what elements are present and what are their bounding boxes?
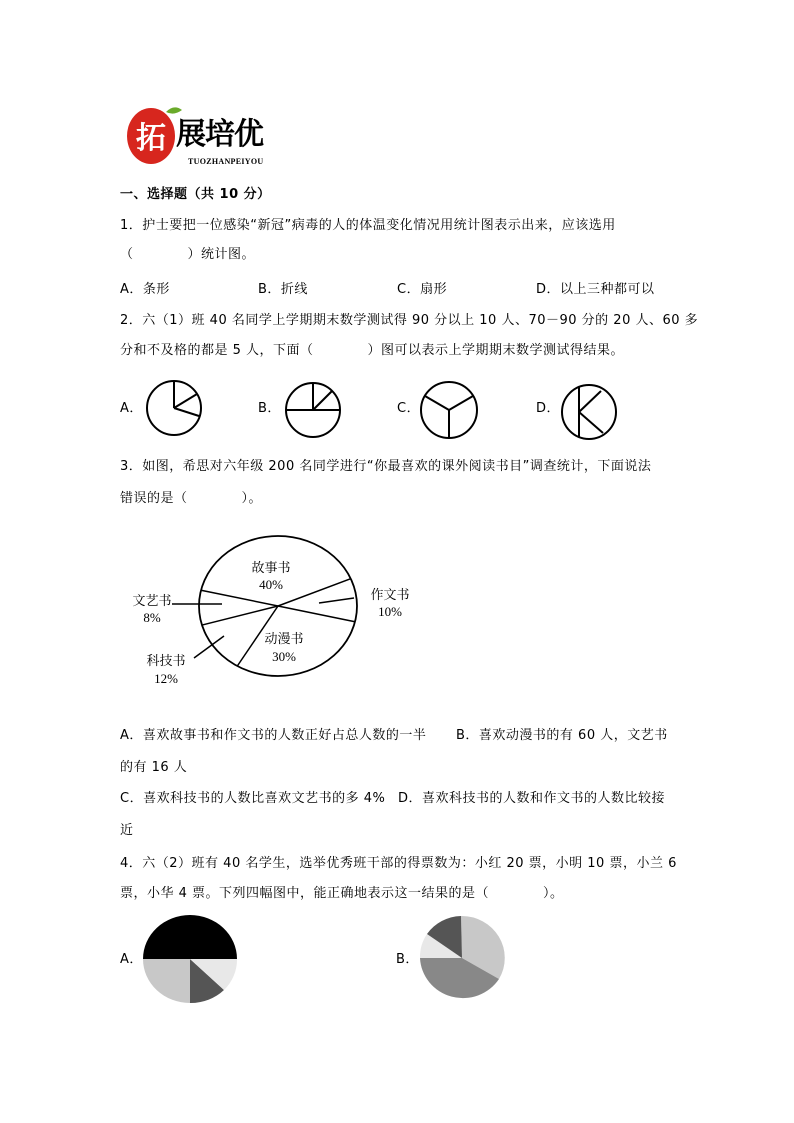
pie-slice-boundary-1 xyxy=(278,579,351,606)
value-literature: 8% xyxy=(143,610,161,625)
q1-line1: 1．护士要把一位感染“新冠”病毒的人的体温变化情况用统计图表示出来，应该选用 xyxy=(120,218,616,233)
logo-graphic xyxy=(124,100,314,170)
q2-option-a[interactable]: A． xyxy=(120,401,143,416)
value-writing: 10% xyxy=(378,604,402,619)
q4-pie-a[interactable] xyxy=(140,915,240,1007)
pie-slice-boundary-2 xyxy=(278,606,355,622)
label-literature: 文艺书 xyxy=(132,593,172,608)
label-story: 故事书 xyxy=(251,560,291,575)
q2-option-c[interactable]: C． xyxy=(397,401,421,416)
q3-option-a[interactable]: A．喜欢故事书和作文书的人数正好占总人数的一半 xyxy=(120,728,427,743)
q4-line2: 票，小华 4 票。下列四幅图中，能正确地表示这一结果的是（ ）。 xyxy=(120,886,564,901)
q4-option-a[interactable]: A． xyxy=(120,952,143,967)
value-comic: 30% xyxy=(272,649,296,664)
q1-option-b[interactable]: B．折线 xyxy=(258,282,308,297)
q3-option-b-cont: 的有 16 人 xyxy=(120,760,188,775)
logo-name: 展培优 xyxy=(176,117,263,152)
q3-option-d[interactable]: D．喜欢科技书的人数和作文书的人数比较接 xyxy=(398,791,666,806)
q4-option-b[interactable]: B． xyxy=(396,952,419,967)
q3-option-d-cont: 近 xyxy=(120,823,134,838)
q4-pie-b[interactable] xyxy=(417,914,507,1004)
q2-pie-b[interactable] xyxy=(283,380,343,440)
label-science: 科技书 xyxy=(146,653,186,668)
q2-option-b[interactable]: B． xyxy=(258,401,281,416)
logo-subtitle: TUOZHANPEIYOU xyxy=(188,157,264,166)
q3-line1: 3．如图，希思对六年级 200 名同学进行“你最喜欢的课外阅读书目”调查统计，下面说法 xyxy=(120,459,652,474)
q2-pie-a[interactable] xyxy=(144,378,204,438)
q3-option-b[interactable]: B．喜欢动漫书的有 60 人，文艺书 xyxy=(456,728,668,743)
q1-option-c[interactable]: C．扇形 xyxy=(397,282,448,297)
q2-line1: 2．六（1）班 40 名同学上学期期末数学测试得 90 分以上 10 人、70－90 分的 20 人、60 多 xyxy=(120,313,699,328)
q2-pie-c[interactable] xyxy=(418,381,480,441)
q2-pie-d[interactable] xyxy=(559,382,619,442)
logo-leaf-icon xyxy=(166,107,182,113)
logo-mark-char: 拓 xyxy=(136,121,166,156)
q2-line2: 分和不及格的都是 5 人，下面（ ）图可以表示上学期期末数学测试得结果。 xyxy=(120,343,625,358)
q1-line2: （ ）统计图。 xyxy=(120,247,256,262)
q1-option-a[interactable]: A．条形 xyxy=(120,282,170,297)
q3-option-c[interactable]: C．喜欢科技书的人数比喜欢文艺书的多 4% xyxy=(120,791,386,806)
q3-line2: 错误的是（ ）。 xyxy=(120,491,263,506)
section-title: 一、选择题（共 10 分） xyxy=(120,187,271,202)
q1-option-d[interactable]: D．以上三种都可以 xyxy=(536,282,655,297)
leader-writing xyxy=(319,598,354,603)
value-story: 40% xyxy=(259,577,283,592)
logo xyxy=(124,100,314,170)
q2-option-d[interactable]: D． xyxy=(536,401,561,416)
label-comic: 动漫书 xyxy=(264,631,304,646)
label-writing: 作文书 xyxy=(370,587,410,602)
q4-line1: 4．六（2）班有 40 名学生，选举优秀班干部的得票数为：小红 20 票，小明 10 票，小兰 6 xyxy=(120,856,677,871)
q3-pie-chart xyxy=(120,528,440,693)
value-science: 12% xyxy=(154,671,178,686)
